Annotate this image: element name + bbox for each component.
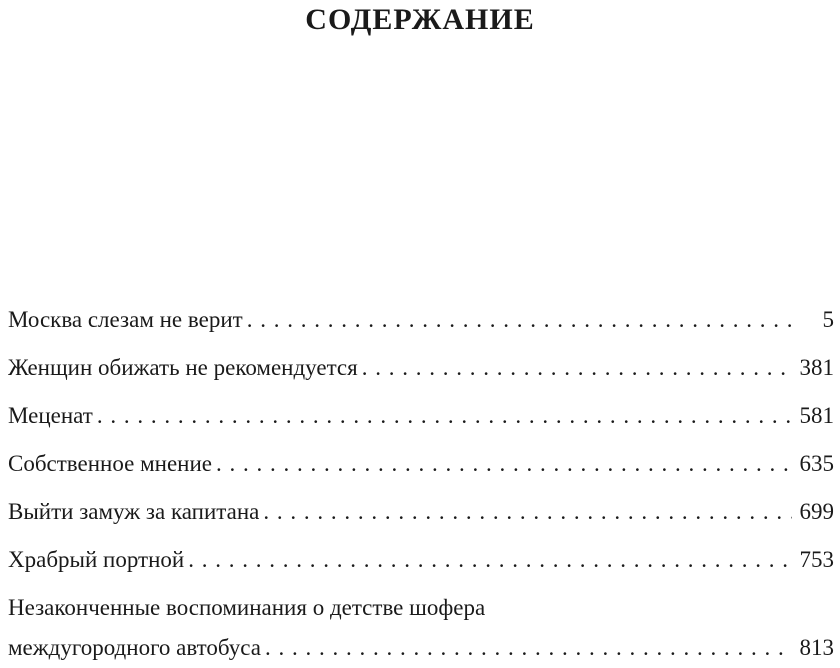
toc-entry[interactable] <box>8 348 834 396</box>
dot-leader <box>265 628 792 668</box>
dot-leader <box>97 396 792 436</box>
toc-entry-title: Храбрый портной <box>8 547 185 572</box>
toc-entry-title: Выйти замуж за капитана <box>8 499 260 524</box>
toc-entry[interactable] <box>8 540 834 588</box>
toc-entry-page: 813 <box>799 635 834 660</box>
toc-entry-page: 635 <box>799 451 834 476</box>
table-of-contents <box>8 300 834 668</box>
dot-leader <box>263 492 792 532</box>
dot-leader <box>188 540 792 580</box>
dot-leader <box>247 300 792 340</box>
toc-entry-page: 699 <box>799 499 834 524</box>
dot-leader <box>216 444 792 484</box>
toc-entry[interactable] <box>8 396 834 444</box>
toc-entry[interactable] <box>8 444 834 492</box>
toc-entry-title: Меценат <box>8 403 93 428</box>
toc-entry-title: Москва слезам не верит <box>8 307 243 332</box>
toc-entry-page: 581 <box>799 403 834 428</box>
toc-entry[interactable] <box>8 492 834 540</box>
toc-entry[interactable] <box>8 300 834 348</box>
toc-entry-title: Собственное мнение <box>8 451 212 476</box>
dot-leader <box>362 348 792 388</box>
toc-entry-title-line1: Незаконченные воспоминания о детстве шофера <box>8 595 486 620</box>
toc-entry[interactable] <box>8 588 834 668</box>
page-title: СОДЕРЖАНИЕ <box>305 3 535 36</box>
toc-entry-page: 753 <box>799 547 834 572</box>
toc-entry-page: 381 <box>799 355 834 380</box>
toc-entry-title: Женщин обижать не рекомендуется <box>8 355 358 380</box>
toc-entry-page: 5 <box>822 307 834 332</box>
toc-entry-title-line2: междугородного автобуса <box>8 635 261 660</box>
